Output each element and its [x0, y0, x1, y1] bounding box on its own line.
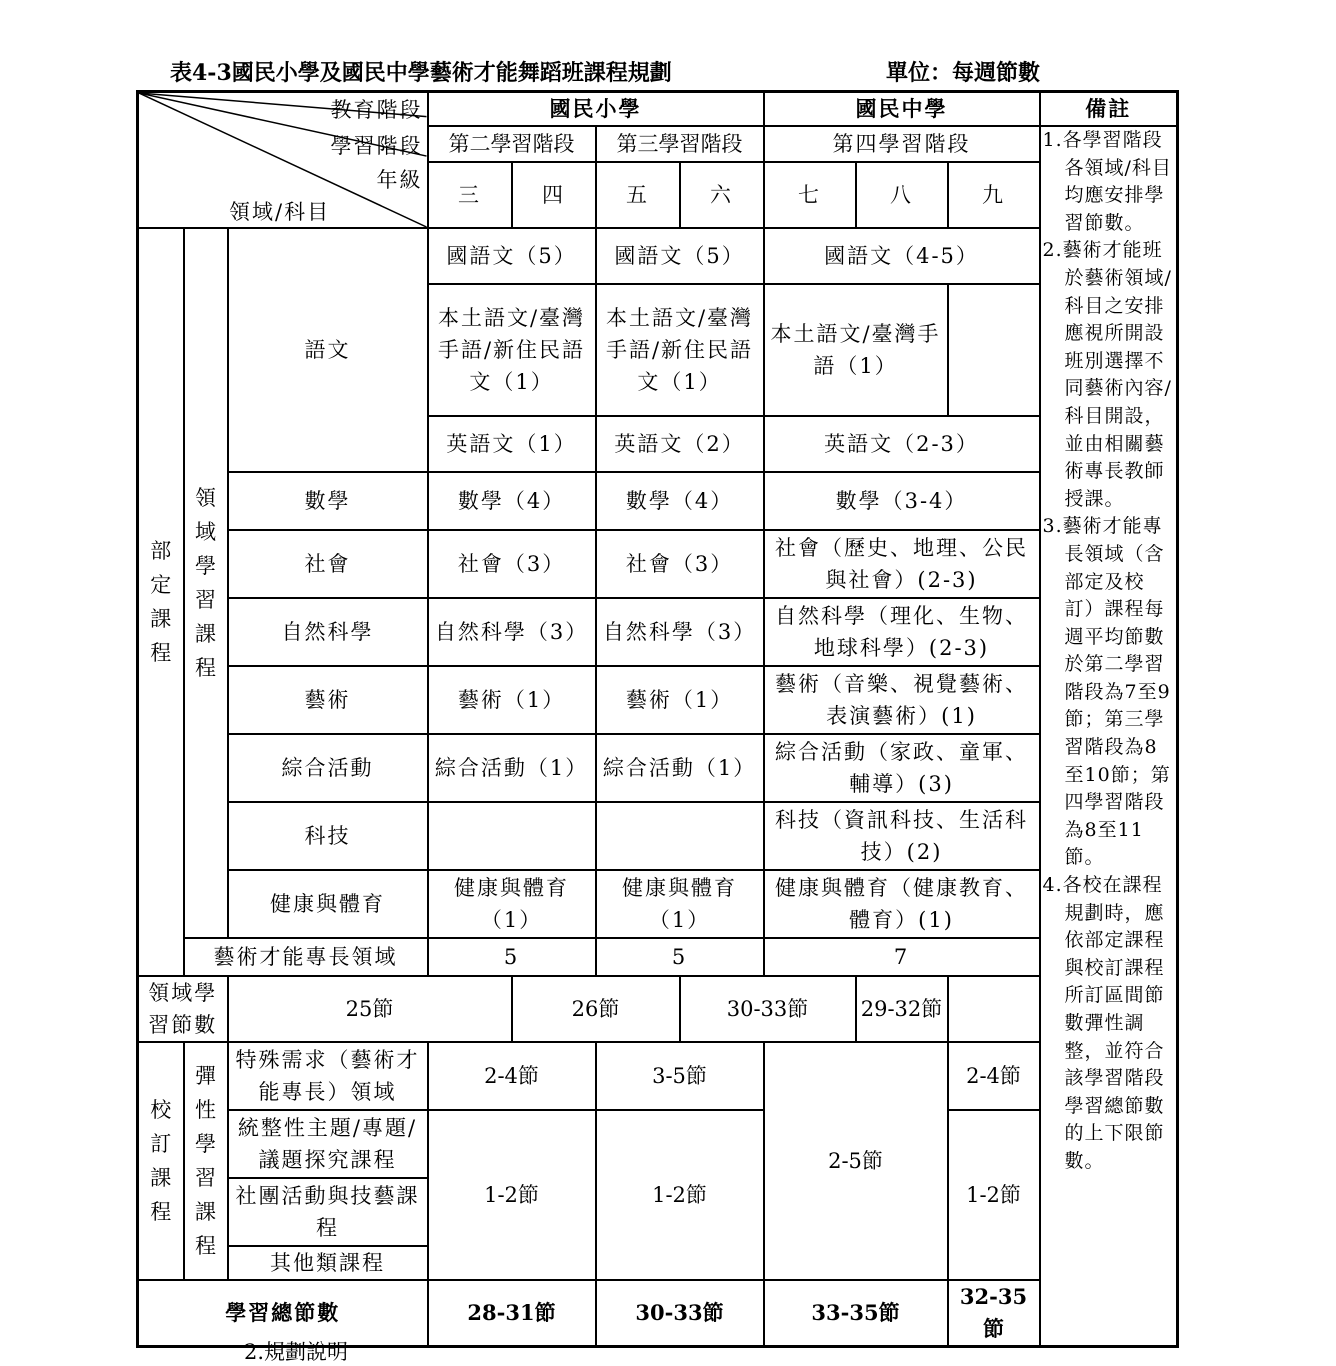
- grade-7: 七: [764, 162, 856, 228]
- domain-hours-stage3: 26節: [512, 976, 680, 1042]
- total-grade7-8: 33-35節: [764, 1280, 948, 1347]
- math-stage4: 數學（3-4）: [764, 472, 1040, 530]
- mandarin-stage4: 國語文（4-5）: [764, 228, 1040, 284]
- flex-stage2: 1-2節: [428, 1110, 596, 1280]
- health-subject: 健康與體育: [228, 870, 428, 938]
- integrative-stage3: 綜合活動（1）: [596, 734, 764, 802]
- talent-stage4: 7: [764, 938, 1040, 976]
- social-stage3: 社會（3）: [596, 530, 764, 598]
- english-stage4: 英語文（2-3）: [764, 416, 1040, 472]
- arts-subject: 藝術: [228, 666, 428, 734]
- grade-3: 三: [428, 162, 512, 228]
- grade-9: 九: [948, 162, 1040, 228]
- talent-stage2: 5: [428, 938, 596, 976]
- talent-domain-label: 藝術才能專長領域: [184, 938, 428, 976]
- local-language-stage2: 本土語文/臺灣手語/新住民語文（1）: [428, 284, 596, 416]
- health-stage3: 健康與體育（1）: [596, 870, 764, 938]
- domain-hours-grade9: 29-32節: [856, 976, 948, 1042]
- math-stage3: 數學（4）: [596, 472, 764, 530]
- total-label: 學習總節數: [138, 1280, 428, 1347]
- domain-label: 領域/科目: [229, 200, 331, 224]
- social-subject: 社會: [228, 530, 428, 598]
- learning-stage-label: 學習階段: [330, 134, 423, 158]
- diagonal-header-cell: [138, 92, 428, 229]
- domain-learning-group: [184, 228, 228, 938]
- domain-hours-stage2: 25節: [228, 976, 512, 1042]
- tech-subject: 科技: [228, 802, 428, 870]
- special-stage2: 2-4節: [428, 1042, 596, 1110]
- school-group: [138, 1042, 184, 1280]
- school-group-label: 校訂課程: [150, 1098, 172, 1224]
- language-subject: 語文: [228, 228, 428, 472]
- table-title: 表4-3國民小學及國民中學藝術才能舞蹈班課程規劃: [170, 60, 672, 86]
- ministry-group-label: 部定課程: [150, 539, 172, 665]
- arts-stage4: 藝術（音樂、視覺藝術、表演藝術）(1): [764, 666, 1040, 734]
- flexible-group-label: 彈性學習課程: [195, 1064, 216, 1258]
- integrative-stage2: 綜合活動（1）: [428, 734, 596, 802]
- flex-grade7-8: 2-5節: [764, 1042, 948, 1280]
- junior-header: 國民中學: [764, 92, 1040, 127]
- flex-stage3: 1-2節: [596, 1110, 764, 1280]
- arts-stage2: 藝術（1）: [428, 666, 596, 734]
- mandarin-stage3: 國語文（5）: [596, 228, 764, 284]
- thematic-subject: 統整性主題/專題/議題探究課程: [228, 1110, 428, 1178]
- english-stage3: 英語文（2）: [596, 416, 764, 472]
- grade-6: 六: [680, 162, 764, 228]
- integrative-stage4: 綜合活動（家政、童軍、輔導）(3): [764, 734, 1040, 802]
- social-stage4: 社會（歷史、地理、公民與社會）(2-3): [764, 530, 1040, 598]
- note-2: 2.藝術才能班於藝術領域/科目之安排應視所開設班別選擇不同藝術內容/科目開設，並由相關藝術專長教師授課。: [1042, 239, 1172, 510]
- note-3: 3.藝術才能專長領域（含部定及校訂）課程每週平均節數於第二學習階段為7至9節；第三學習階段為8至10節；第四學習階段為8至11節。: [1042, 515, 1171, 869]
- stage2-header: 第二學習階段: [428, 126, 596, 162]
- stage3-header: 第三學習階段: [596, 126, 764, 162]
- grade-label: 年級: [376, 168, 423, 192]
- stage-label: 教育階段: [330, 98, 423, 122]
- flex-grade9: 1-2節: [948, 1110, 1040, 1280]
- remarks-notes: [1040, 126, 1178, 1347]
- health-stage4: 健康與體育（健康教育、體育）(1): [764, 870, 1040, 938]
- arts-stage3: 藝術（1）: [596, 666, 764, 734]
- grade-8: 八: [856, 162, 948, 228]
- tech-stage3: [596, 802, 764, 870]
- grade-4: 四: [512, 162, 596, 228]
- total-stage2: 28-31節: [428, 1280, 596, 1347]
- talent-stage3: 5: [596, 938, 764, 976]
- domain-hours-grade7-8: 30-33節: [680, 976, 856, 1042]
- elementary-header: 國民小學: [428, 92, 764, 127]
- science-stage2: 自然科學（3）: [428, 598, 596, 666]
- integrative-subject: 綜合活動: [228, 734, 428, 802]
- science-stage4: 自然科學（理化、生物、地球科學）(2-3): [764, 598, 1040, 666]
- local-language-stage3: 本土語文/臺灣手語/新住民語文（1）: [596, 284, 764, 416]
- note-1: 1.各學習階段各領域/科目均應安排學習節數。: [1042, 129, 1172, 234]
- health-stage2: 健康與體育（1）: [428, 870, 596, 938]
- domain-learning-label: 領域學習課程: [195, 486, 216, 680]
- math-stage2: 數學（4）: [428, 472, 596, 530]
- stage4-header: 第四學習階段: [764, 126, 1040, 162]
- club-subject: 社團活動與技藝課程: [228, 1178, 428, 1246]
- english-stage2: 英語文（1）: [428, 416, 596, 472]
- social-stage2: 社會（3）: [428, 530, 596, 598]
- total-stage3: 30-33節: [596, 1280, 764, 1347]
- empty-cell: [948, 284, 1040, 416]
- special-grade9: 2-4節: [948, 1042, 1040, 1110]
- grade-5: 五: [596, 162, 680, 228]
- flexible-group: [184, 1042, 228, 1280]
- science-stage3: 自然科學（3）: [596, 598, 764, 666]
- section-heading: 2.規劃說明: [244, 1340, 349, 1364]
- other-subject: 其他類課程: [228, 1246, 428, 1280]
- note-4: 4.各校在課程規劃時，應依部定課程與校訂課程所訂區間節數彈性調整，並符合該學習階段學習總節數的上下限節數。: [1042, 874, 1165, 1172]
- local-language-stage4: 本土語文/臺灣手語（1）: [764, 284, 948, 416]
- special-needs-subject: 特殊需求（藝術才能專長）領域: [228, 1042, 428, 1110]
- ministry-group: [138, 228, 184, 976]
- science-subject: 自然科學: [228, 598, 428, 666]
- total-grade9: 32-35節: [948, 1280, 1040, 1347]
- math-subject: 數學: [228, 472, 428, 530]
- special-stage3: 3-5節: [596, 1042, 764, 1110]
- unit-label: 單位：每週節數: [886, 60, 1041, 86]
- tech-stage4: 科技（資訊科技、生活科技）(2): [764, 802, 1040, 870]
- mandarin-stage2: 國語文（5）: [428, 228, 596, 284]
- remarks-header: 備註: [1040, 92, 1178, 127]
- curriculum-table: [136, 90, 1179, 1348]
- domain-hours-label: 領域學習節數: [138, 976, 228, 1042]
- tech-stage2: [428, 802, 596, 870]
